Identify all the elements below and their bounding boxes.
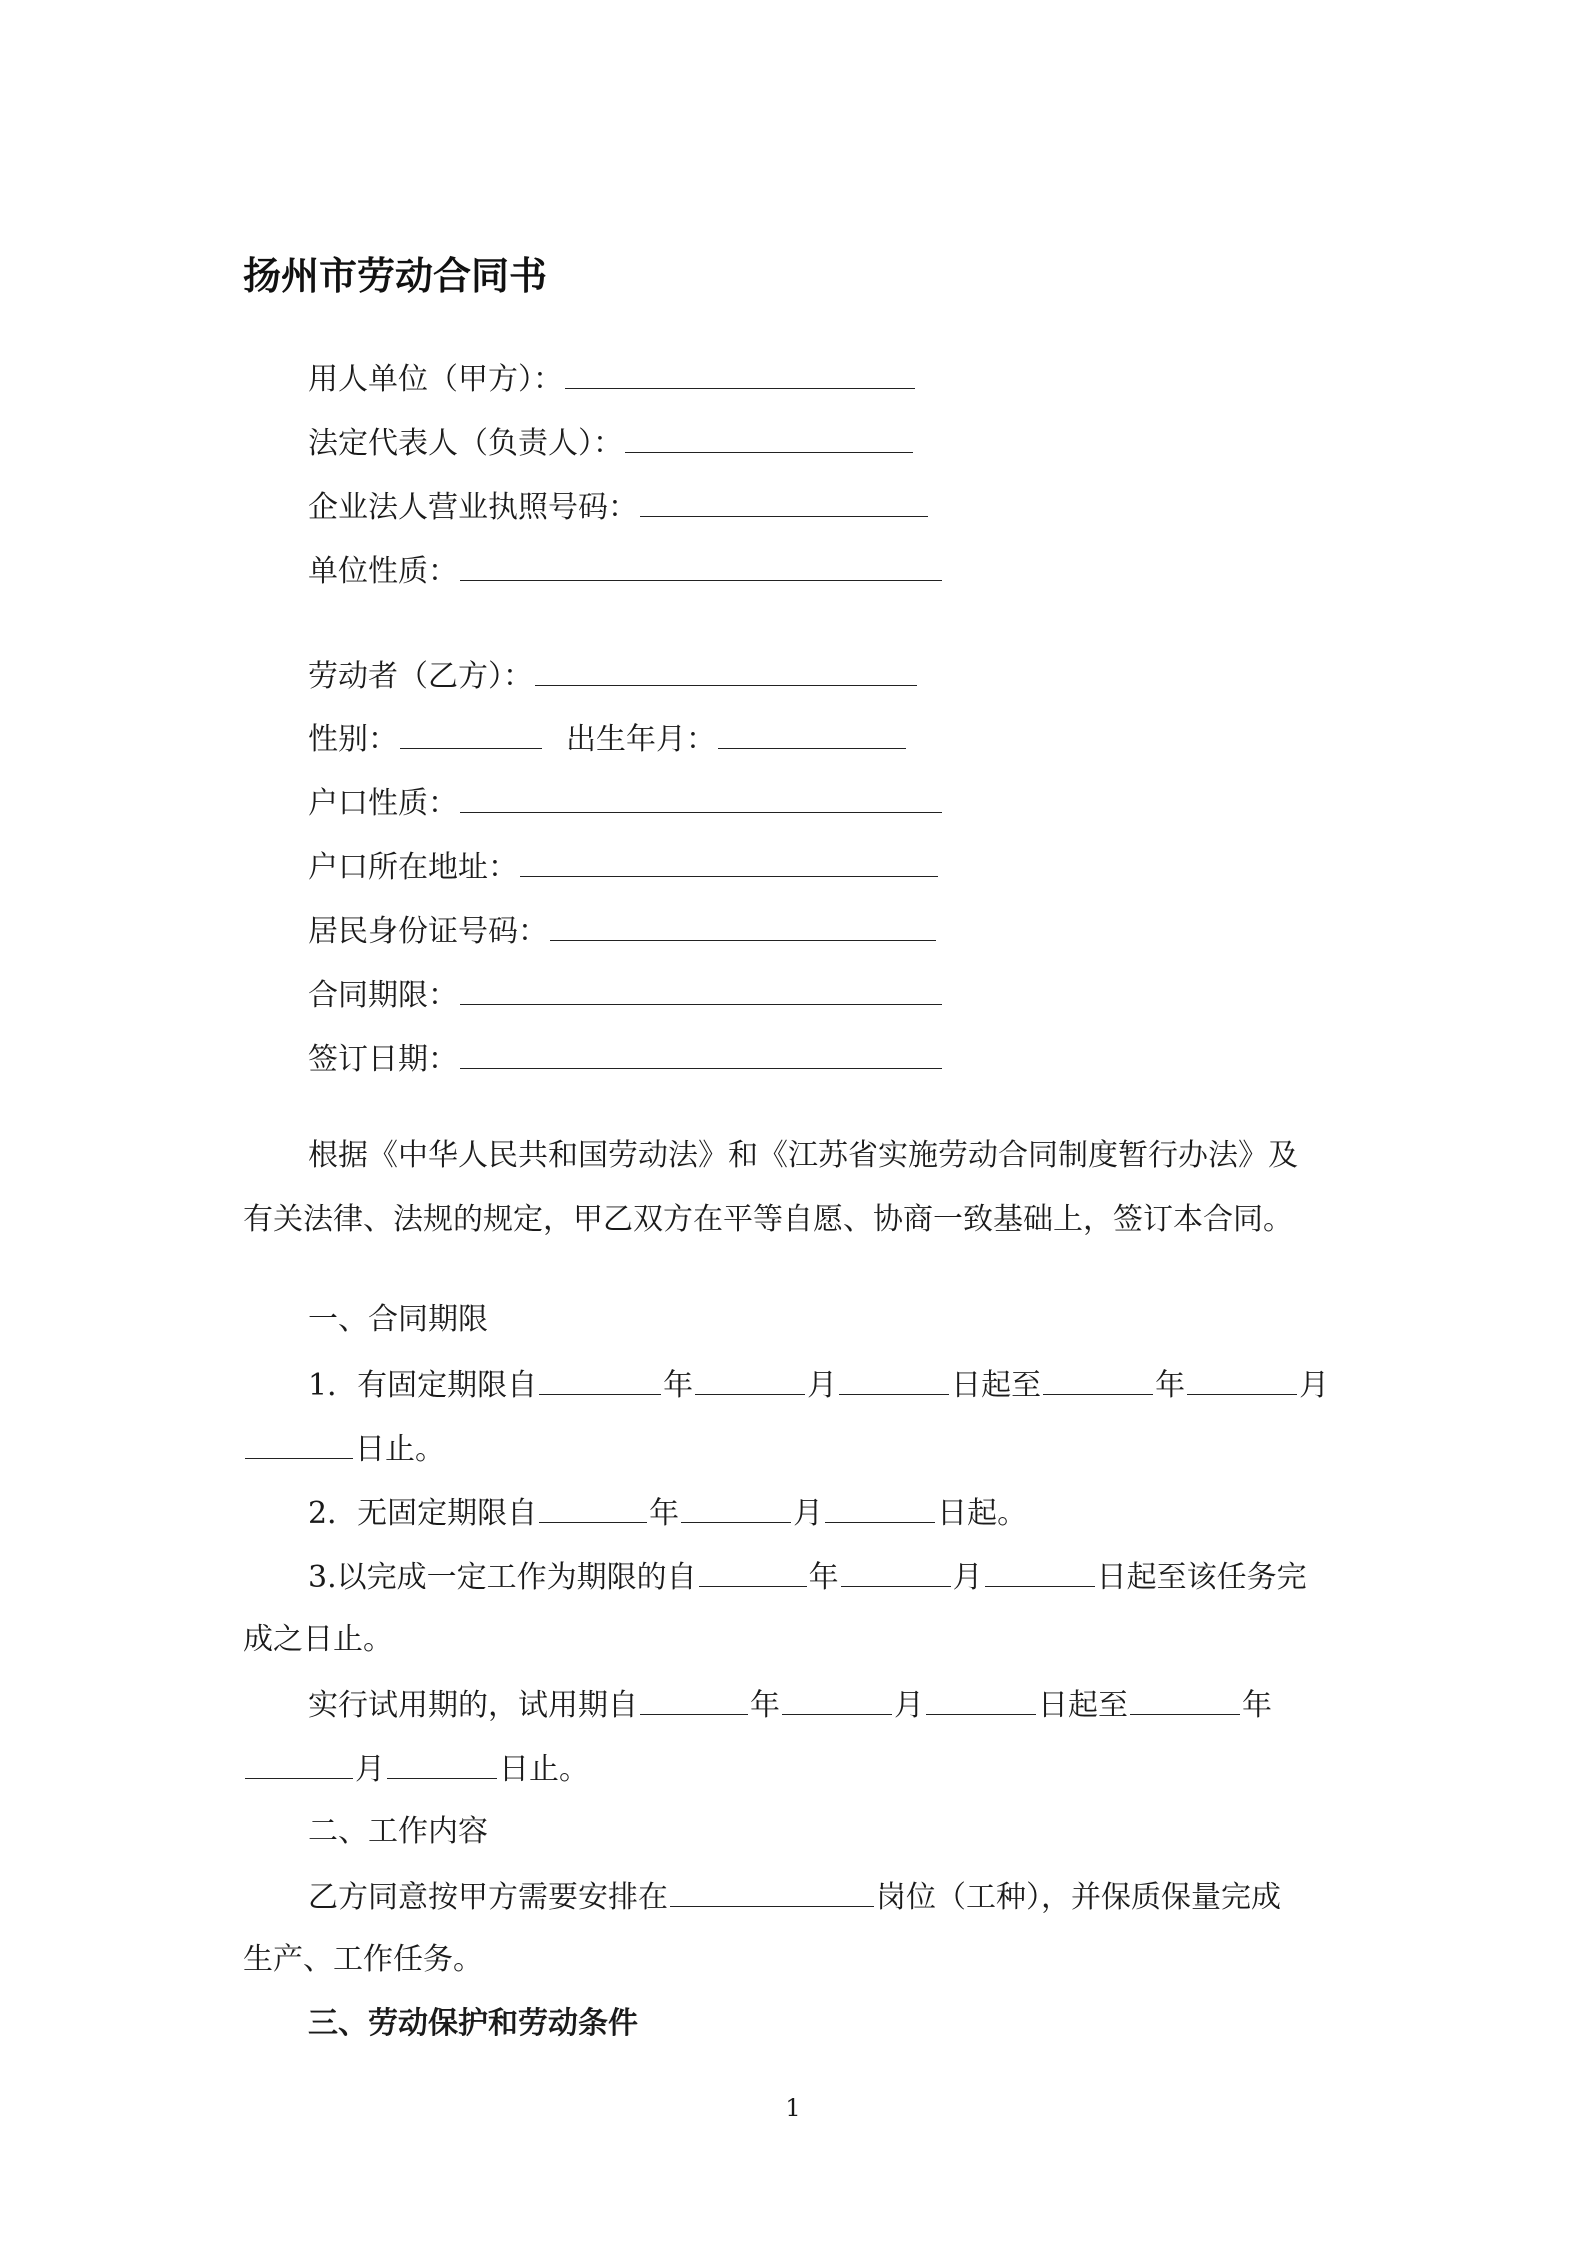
legal-rep-blank[interactable]	[625, 422, 913, 453]
item1-year-to-blank[interactable]	[1043, 1364, 1153, 1395]
gender-blank[interactable]	[400, 718, 542, 749]
page-number: 1	[785, 2094, 801, 2122]
term-label: 合同期限：	[308, 978, 458, 1013]
unit-nature-blank[interactable]	[460, 550, 942, 581]
probation-month-to-blank[interactable]	[245, 1748, 353, 1779]
license-field-row	[308, 486, 930, 528]
sign-date-blank[interactable]	[460, 1038, 942, 1069]
gender-label: 性别：	[308, 722, 398, 757]
term-blank[interactable]	[460, 974, 942, 1005]
section3-heading: 三、劳动保护和劳动条件	[308, 2006, 638, 2041]
item3-year-blank[interactable]	[699, 1556, 807, 1587]
legal-rep-label: 法定代表人（负责人）：	[308, 426, 623, 461]
id-no-row	[308, 910, 938, 952]
probation-day-to-blank[interactable]	[387, 1748, 497, 1779]
hukou-nature-blank[interactable]	[460, 782, 942, 813]
probation-year-from-blank[interactable]	[640, 1684, 748, 1715]
item1-day-to-blank[interactable]	[245, 1428, 353, 1459]
section1-item3-line1	[308, 1556, 1307, 1598]
item1-day-from-blank[interactable]	[839, 1364, 949, 1395]
item3-day-text: 日起至该任务完	[1096, 1560, 1307, 1595]
item3-label: 3.以完成一定工作为期限的自	[308, 1560, 697, 1595]
section2-line1	[308, 1876, 1281, 1918]
gender-birth-row	[308, 718, 908, 760]
probation-line1	[308, 1684, 1272, 1726]
probation-label: 实行试用期的，试用期自	[308, 1688, 638, 1723]
item2-year-blank[interactable]	[539, 1492, 647, 1523]
item3-day-blank[interactable]	[985, 1556, 1095, 1587]
term-row	[308, 974, 944, 1016]
section1-item1-line1	[308, 1364, 1329, 1406]
item2-day-text: 日起。	[937, 1496, 1028, 1531]
item1-day-end-text: 日止。	[355, 1432, 445, 1467]
section2-heading: 二、工作内容	[308, 1814, 488, 1849]
probation-day-from-text: 日起至	[1038, 1688, 1128, 1723]
item3-month-text: 月	[952, 1560, 983, 1595]
item1-day-from-text: 日起至	[951, 1368, 1042, 1403]
item3-month-blank[interactable]	[841, 1556, 951, 1587]
section2-text-a: 乙方同意按甲方需要安排在	[308, 1880, 668, 1915]
probation-day-end-text: 日止。	[499, 1752, 589, 1787]
license-label: 企业法人营业执照号码：	[308, 490, 638, 525]
probation-day-from-blank[interactable]	[926, 1684, 1036, 1715]
hukou-address-row	[308, 846, 940, 888]
item2-label: 2．无固定期限自	[308, 1496, 538, 1531]
unit-nature-field-row	[308, 550, 944, 592]
item2-day-blank[interactable]	[825, 1492, 935, 1523]
item3-year-text: 年	[808, 1560, 839, 1595]
hukou-nature-row	[308, 782, 944, 824]
hukou-address-label: 户口所在地址：	[308, 850, 518, 885]
hukou-address-blank[interactable]	[520, 846, 938, 877]
employee-field-row	[308, 655, 919, 697]
birth-blank[interactable]	[718, 718, 906, 749]
item1-month-text: 月	[807, 1368, 838, 1403]
item1-month-from-blank[interactable]	[695, 1364, 805, 1395]
sign-date-label: 签订日期：	[308, 1042, 458, 1077]
probation-line2	[243, 1748, 589, 1790]
item1-month-to-blank[interactable]	[1187, 1364, 1297, 1395]
section1-item3-line2: 成之日止。	[243, 1622, 393, 1657]
item2-year-text: 年	[649, 1496, 680, 1531]
probation-month-text: 月	[894, 1688, 924, 1723]
item1-label: 1．有固定期限自	[308, 1368, 538, 1403]
employee-blank[interactable]	[535, 655, 917, 686]
document-title: 扬州市劳动合同书	[243, 254, 548, 298]
section2-line2: 生产、工作任务。	[243, 1942, 483, 1977]
license-blank[interactable]	[640, 486, 928, 517]
probation-year-text: 年	[750, 1688, 780, 1723]
item1-year-from-blank[interactable]	[539, 1364, 661, 1395]
section1-item2	[308, 1492, 1027, 1534]
item1-month-to-text: 月	[1299, 1368, 1330, 1403]
id-no-blank[interactable]	[550, 910, 936, 941]
employer-blank[interactable]	[565, 358, 915, 389]
item1-year-to-text: 年	[1155, 1368, 1186, 1403]
legal-rep-field-row	[308, 422, 915, 464]
item2-month-blank[interactable]	[681, 1492, 791, 1523]
probation-year-to-blank[interactable]	[1130, 1684, 1240, 1715]
preamble-line-1: 根据《中华人民共和国劳动法》和《江苏省实施劳动合同制度暂行办法》及	[308, 1138, 1298, 1173]
item2-month-text: 月	[793, 1496, 824, 1531]
employee-label: 劳动者（乙方）：	[308, 659, 533, 694]
probation-year-to-text: 年	[1242, 1688, 1272, 1723]
section2-text-b: 岗位（工种），并保质保量完成	[876, 1880, 1281, 1915]
post-blank[interactable]	[670, 1876, 874, 1907]
id-no-label: 居民身份证号码：	[308, 914, 548, 949]
probation-month-to-text: 月	[355, 1752, 385, 1787]
item1-year-text: 年	[663, 1368, 694, 1403]
birth-label: 出生年月：	[566, 722, 716, 757]
unit-nature-label: 单位性质：	[308, 554, 458, 589]
employer-label: 用人单位（甲方）：	[308, 362, 563, 397]
probation-month-from-blank[interactable]	[782, 1684, 892, 1715]
employer-field-row	[308, 358, 917, 400]
hukou-nature-label: 户口性质：	[308, 786, 458, 821]
preamble-line-2: 有关法律、法规的规定，甲乙双方在平等自愿、协商一致基础上，签订本合同。	[243, 1202, 1293, 1237]
sign-date-row	[308, 1038, 944, 1080]
section1-item1-line2	[243, 1428, 445, 1470]
section1-heading: 一、合同期限	[308, 1302, 488, 1337]
